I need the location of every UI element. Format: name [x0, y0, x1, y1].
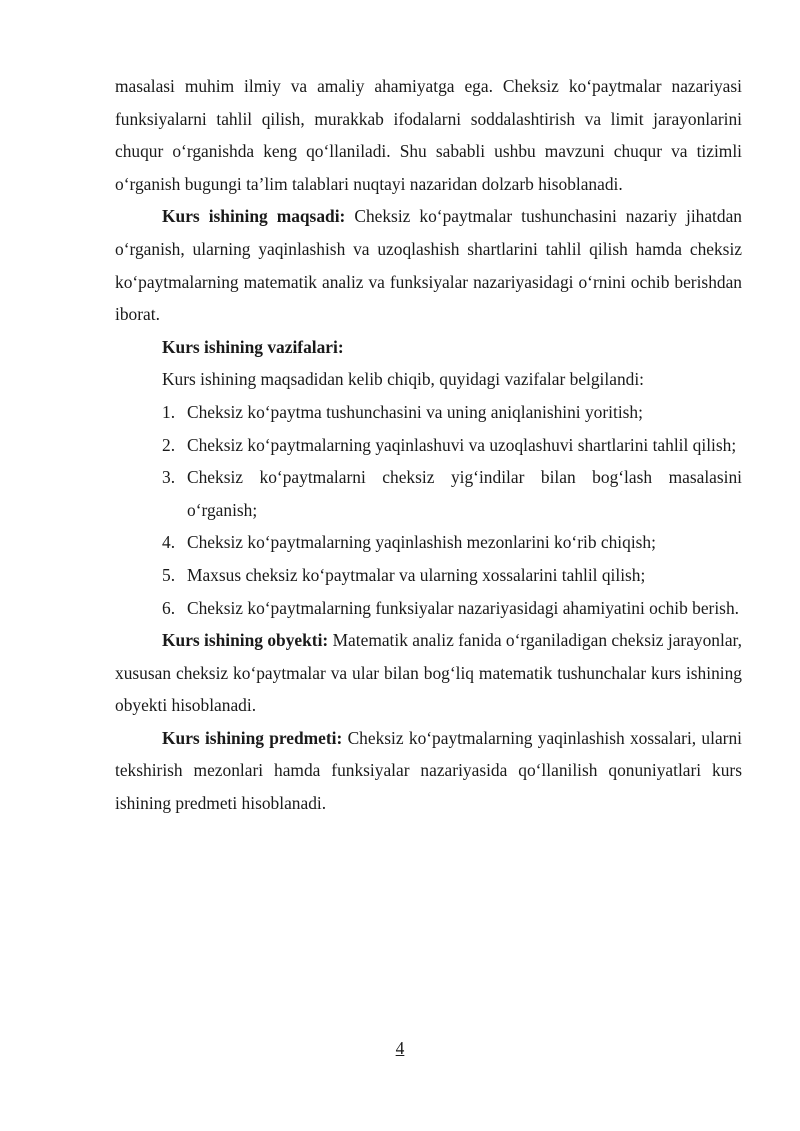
- list-item: [115, 396, 742, 429]
- list-item-number: 4.: [162, 532, 176, 553]
- object-paragraph: [115, 624, 742, 722]
- list-item-number: 5.: [162, 564, 176, 585]
- list-item-text: Cheksiz ko‘paytmalarning yaqinlashish mezonlarini ko‘rib chiqish;: [187, 532, 656, 553]
- list-item: [115, 592, 742, 625]
- object-text: Matematik analiz fanida o‘rganiladigan cheksiz jarayonlar, xususan cheksiz ko‘paytmalar va ular bilan bog‘liq matematik tushunchalar kurs ishining obyekti hisoblanadi.: [115, 630, 743, 716]
- list-item-text: Cheksiz ko‘paytmalarni cheksiz yig‘indilar bilan bog‘lash masalasini o‘rganish;: [187, 467, 742, 520]
- tasks-intro: Kurs ishining maqsadidan kelib chiqib, quyidagi vazifalar belgilandi:: [162, 369, 644, 390]
- list-item-text: Maxsus cheksiz ko‘paytmalar va ularning xossalarini tahlil qilish;: [187, 564, 646, 585]
- subject-label: Kurs ishining predmeti:: [162, 727, 343, 748]
- list-item-text: Cheksiz ko‘paytma tushunchasini va uning aniqlanishini yoritish;: [187, 401, 643, 422]
- list-item-number: 1.: [162, 401, 176, 422]
- document-page: [115, 70, 742, 820]
- subject-text: Cheksiz ko‘paytmalarning yaqinlashish xossalari, ularni tekshirish mezonlari hamda funksiyalar nazariyasida qo‘llanilish qonuniyatlari kurs ishining predmeti hisoblanadi.: [115, 727, 742, 814]
- list-item-number: 6.: [162, 597, 176, 618]
- list-item: [115, 429, 742, 462]
- page-number: 4: [395, 1038, 405, 1058]
- list-item: [115, 461, 742, 526]
- list-item-number: 2.: [162, 434, 176, 455]
- subject-paragraph: [115, 722, 742, 820]
- list-item-text: Cheksiz ko‘paytmalarning yaqinlashuvi va uzoqlashuvi shartlarini tahlil qilish;: [187, 434, 737, 455]
- tasks-list: [115, 396, 742, 624]
- intro-paragraph: masalasi muhim ilmiy va amaliy ahamiyatga ega. Cheksiz ko‘paytmalar nazariyasi funksiyalarni tahlil qilish, murakkab ifodalarni soddalashtirish va limit jarayonlarini chuqur o‘rganishda keng qo‘llaniladi. Shu sababli ushbu mavzuni chuqur va tizimli o‘rganish bugungi ta’lim talablari nuqtayi nazaridan dolzarb hisoblanadi.: [115, 76, 742, 194]
- list-item: [115, 526, 742, 559]
- goal-text: Cheksiz ko‘paytmalar tushunchasini nazariy jihatdan o‘rganish, ularning yaqinlashish va uzoqlashish shartlarini tahlil qilish hamda cheksiz ko‘paytmalarning matematik analiz va funksiyalar nazariyasidagi o‘rnini ochib berishdan iborat.: [115, 206, 743, 325]
- list-item: [115, 559, 742, 592]
- goal-label: Kurs ishining maqsadi:: [162, 206, 346, 227]
- list-item-text: Cheksiz ko‘paytmalarning funksiyalar nazariyasidagi ahamiyatini ochib berish.: [187, 597, 739, 618]
- tasks-heading: Kurs ishining vazifalari:: [162, 336, 344, 357]
- list-item-number: 3.: [162, 467, 176, 488]
- object-label: Kurs ishining obyekti:: [162, 630, 329, 651]
- goal-paragraph: [115, 200, 742, 330]
